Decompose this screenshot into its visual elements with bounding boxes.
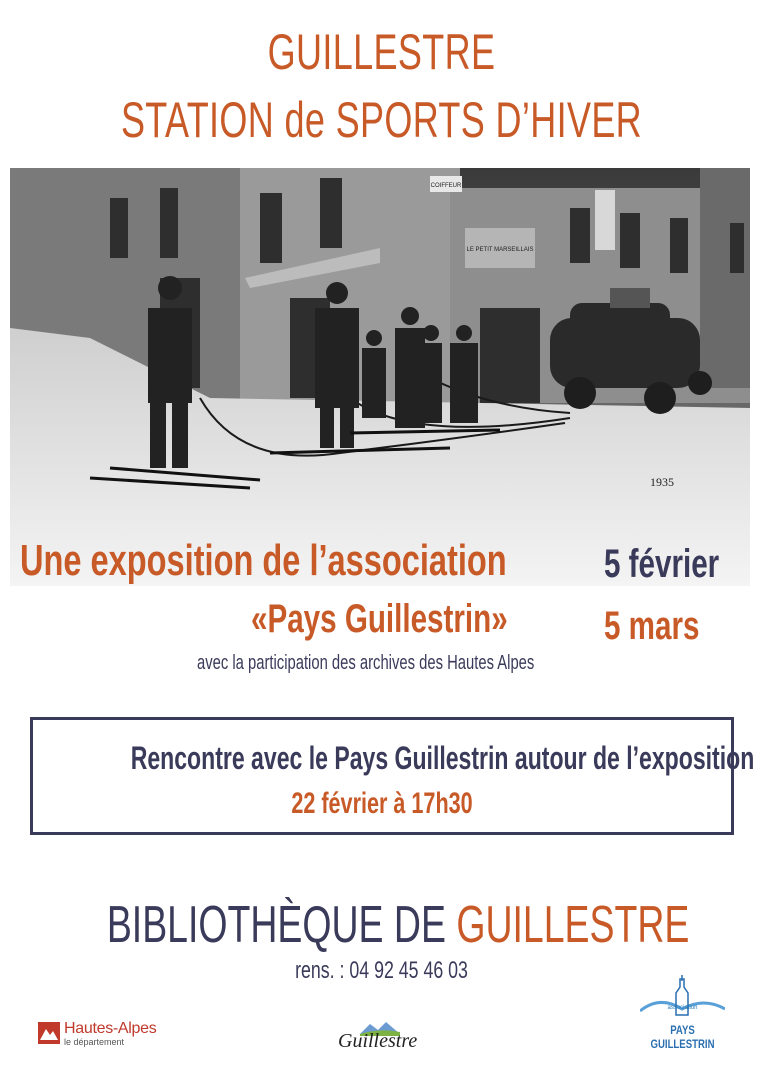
pays-guillestrin-line1: PAYS xyxy=(670,1023,695,1037)
sign-shop: LE PETIT MARSEILLAIS xyxy=(466,247,534,253)
poster-title-line-2: STATION de SPORTS D’HIVER xyxy=(120,92,643,148)
participation-note: avec la participation des archives des Hautes Alpes xyxy=(197,652,535,674)
hautes-alpes-name: Hautes-Alpes xyxy=(64,1020,157,1037)
venue-name-part2: GUILLESTRE xyxy=(456,896,690,954)
meeting-title: Rencontre avec le Pays Guillestrin autour de l’exposition xyxy=(130,740,755,776)
photo-year: 1935 xyxy=(650,475,674,489)
church-mountain-icon xyxy=(640,975,725,1021)
historic-photo xyxy=(10,168,750,586)
date-end: 5 mars xyxy=(604,604,700,648)
venue-contact: rens. : 04 92 45 46 03 xyxy=(295,957,468,984)
venue-name-part1: BIBLIOTHÈQUE DE xyxy=(106,896,457,954)
venue-name xyxy=(106,893,690,957)
pays-guillestrin-logo xyxy=(640,975,725,1055)
guillestre-logo xyxy=(330,1018,440,1058)
meeting-date: 22 février à 17h30 xyxy=(291,787,473,820)
hautes-alpes-mountain-icon xyxy=(38,1022,60,1044)
poster-title-line-1: GUILLESTRE xyxy=(267,24,496,80)
exhibition-line-1: Une exposition de l’association xyxy=(20,536,507,585)
hautes-alpes-sub: le département xyxy=(64,1037,125,1047)
meeting-box xyxy=(30,717,755,835)
photo-illustration xyxy=(10,168,750,586)
pays-guillestrin-line2: GUILLESTRIN xyxy=(650,1037,715,1051)
date-start: 5 février xyxy=(604,542,720,586)
sign-coiffeur: COIFFEUR xyxy=(430,183,462,189)
pays-guillestrin-assoc: association xyxy=(667,1005,698,1011)
guillestre-name: Guillestre xyxy=(338,1030,418,1052)
exhibition-line-2: «Pays Guillestrin» xyxy=(251,597,508,641)
hautes-alpes-logo xyxy=(38,1020,168,1050)
